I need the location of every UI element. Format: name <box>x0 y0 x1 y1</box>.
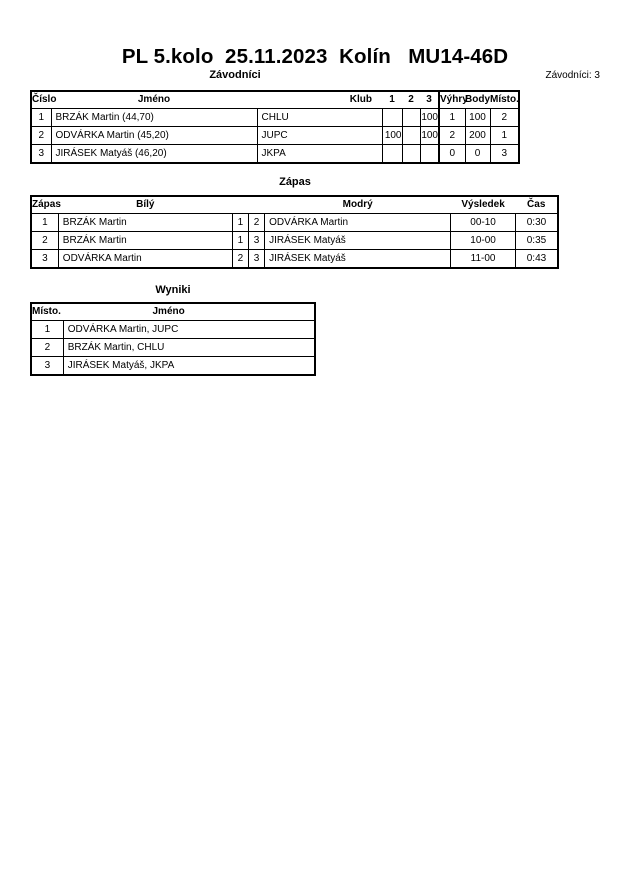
header-name: Jméno <box>152 306 185 317</box>
result-name: JIRÁSEK Matyáš, JKPA <box>63 357 315 376</box>
result-place: 3 <box>31 357 63 376</box>
blue-name: ODVÁRKA Martin <box>265 214 451 232</box>
page-title: PL 5.kolo 25.11.2023 Kolín MU14-46D <box>121 45 509 68</box>
matches-table <box>30 195 559 269</box>
competitor-wins: 2 <box>439 127 465 145</box>
blue-number: 3 <box>248 232 264 250</box>
blue-name: JIRÁSEK Matyáš <box>265 232 451 250</box>
white-number: 1 <box>232 232 248 250</box>
competitor-club: JUPC <box>257 127 382 145</box>
match-time: 0:30 <box>515 214 558 232</box>
competitor-points: 0 <box>465 145 490 164</box>
bout-3-score <box>420 145 439 164</box>
competitors-heading: Závodníci <box>209 69 261 81</box>
competitor-wins: 0 <box>439 145 465 164</box>
bout-1-score: 100 <box>382 127 402 145</box>
competitor-place: 1 <box>490 127 519 145</box>
bout-2-score <box>402 145 420 164</box>
header-wins: Výhry <box>439 91 465 109</box>
competitor-number: 3 <box>31 145 51 164</box>
white-name: BRZÁK Martin <box>58 232 232 250</box>
header-bout-1: 1 <box>389 94 395 105</box>
blue-number: 3 <box>248 250 264 269</box>
results-table <box>30 302 316 376</box>
bout-1-score <box>382 109 402 127</box>
competitors-header-row <box>31 91 519 109</box>
competitor-name: ODVÁRKA Martin (45,20) <box>51 127 257 145</box>
competitor-points: 200 <box>465 127 490 145</box>
competitor-club: CHLU <box>257 109 382 127</box>
matches-heading: Zápas <box>279 176 311 188</box>
header-bout-3: 3 <box>426 94 432 105</box>
blue-name: JIRÁSEK Matyáš <box>265 250 451 269</box>
competitor-club: JKPA <box>257 145 382 164</box>
header-result: Výsledek <box>461 199 505 210</box>
competitor-place: 3 <box>490 145 519 164</box>
result-name: ODVÁRKA Martin, JUPC <box>63 321 315 339</box>
header-number: Číslo <box>32 94 57 105</box>
competitor-name: BRZÁK Martin (44,70) <box>51 109 257 127</box>
header-time: Čas <box>527 199 546 210</box>
competitor-points: 100 <box>465 109 490 127</box>
header-place: Místo. <box>490 94 519 105</box>
competitor-number: 1 <box>31 109 51 127</box>
match-time: 0:35 <box>515 232 558 250</box>
result-row <box>31 321 315 339</box>
match-row <box>31 214 558 232</box>
header-bout-2: 2 <box>408 94 414 105</box>
result-row <box>31 357 315 376</box>
bout-3-score: 100 <box>420 109 439 127</box>
match-number: 2 <box>31 232 58 250</box>
header-club: Klub <box>349 94 372 105</box>
header-blue: Modrý <box>342 199 373 210</box>
competitor-row <box>31 145 519 164</box>
result-place: 2 <box>31 339 63 357</box>
match-result: 10-00 <box>451 232 516 250</box>
competitor-name: JIRÁSEK Matyáš (46,20) <box>51 145 257 164</box>
bout-3-score: 100 <box>420 127 439 145</box>
blue-number: 2 <box>248 214 264 232</box>
competitor-wins: 1 <box>439 109 465 127</box>
white-name: ODVÁRKA Martin <box>58 250 232 269</box>
bout-1-score <box>382 145 402 164</box>
bout-2-score <box>402 109 420 127</box>
bout-2-score <box>402 127 420 145</box>
match-row <box>31 232 558 250</box>
header-points: Body <box>465 94 490 105</box>
competitor-row <box>31 109 519 127</box>
competitor-count: Závodníci: 3 <box>545 70 600 81</box>
match-number: 1 <box>31 214 58 232</box>
match-time: 0:43 <box>515 250 558 269</box>
competitors-table <box>30 90 520 164</box>
white-name: BRZÁK Martin <box>58 214 232 232</box>
match-result: 11-00 <box>451 250 516 269</box>
match-row <box>31 250 558 269</box>
results-header-row <box>31 303 315 321</box>
result-name: BRZÁK Martin, CHLU <box>63 339 315 357</box>
result-row <box>31 339 315 357</box>
white-number: 1 <box>232 214 248 232</box>
header-name: Jméno <box>137 94 171 105</box>
competitor-place: 2 <box>490 109 519 127</box>
header-match: Zápas <box>32 199 61 210</box>
match-number: 3 <box>31 250 58 269</box>
matches-header-row <box>31 196 558 214</box>
competitor-number: 2 <box>31 127 51 145</box>
match-result: 00-10 <box>451 214 516 232</box>
competitor-row <box>31 127 519 145</box>
white-number: 2 <box>232 250 248 269</box>
result-place: 1 <box>31 321 63 339</box>
header-white: Bílý <box>136 199 155 210</box>
results-heading: Wyniki <box>155 284 191 296</box>
header-place: Místo. <box>32 306 61 317</box>
